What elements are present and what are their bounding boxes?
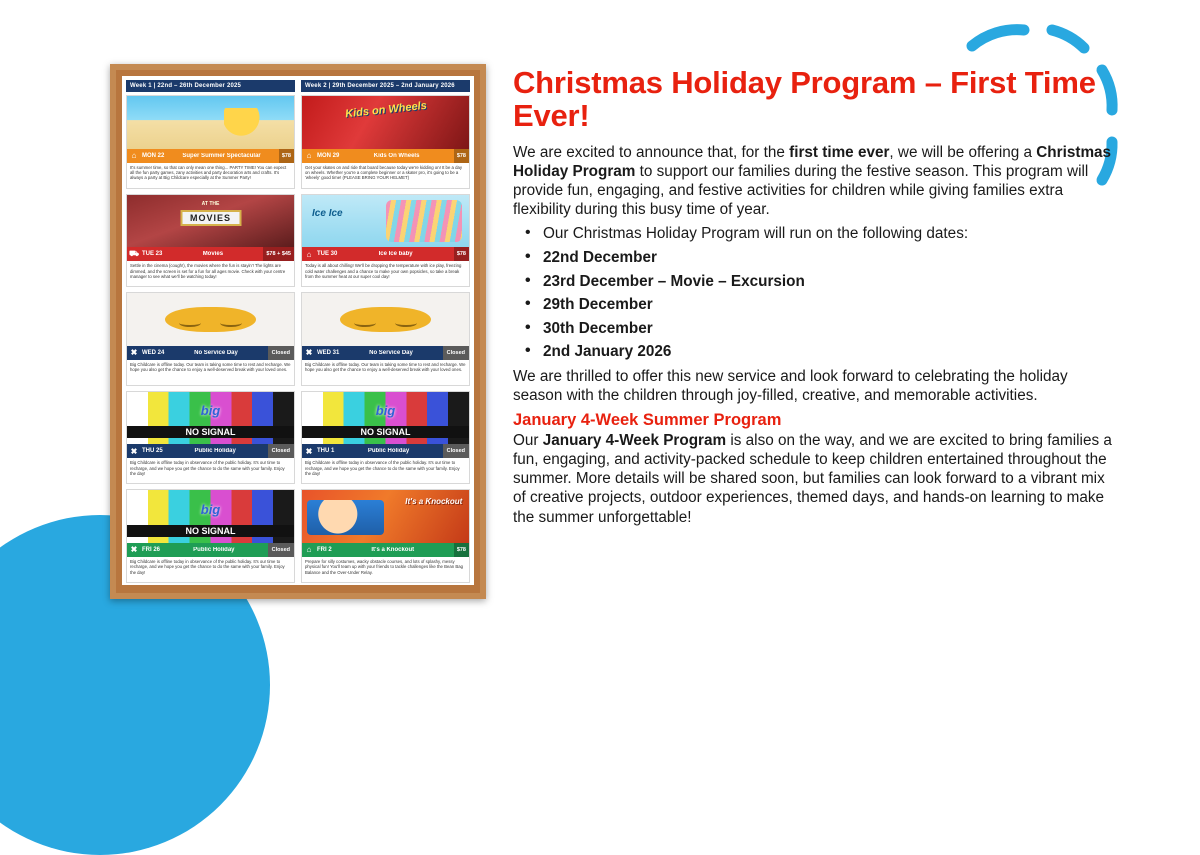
closed-icon: ✖ xyxy=(130,545,138,555)
at-the-label: AT THE xyxy=(201,200,220,207)
intro-text-1: We are excited to announce that, for the xyxy=(513,143,790,161)
activity-title: Kids On Wheels xyxy=(373,152,420,159)
summer-text-2: is also on the way, and we are excited to bring families a fun, engaging, and activity-packed schedule to keep children entertained throughout the summer. More details will be shared soon, but families can look forward to a vibrant mix of creative projects, outdoor experiences, themed days, and hands-on learning to make the summer unforgettable! xyxy=(513,432,1112,526)
activity-image xyxy=(302,96,469,149)
activity-image xyxy=(302,490,469,543)
activity-day: MON 22 xyxy=(142,152,165,159)
poster-week-headers xyxy=(126,80,470,92)
activity-bar xyxy=(127,543,294,557)
intro-text-2: , we will be offering a xyxy=(889,143,1037,161)
home-icon: ⌂ xyxy=(306,151,312,161)
activity-image xyxy=(127,392,294,445)
activity-title: Public Holiday xyxy=(367,448,410,455)
poster-page xyxy=(122,76,474,585)
activity-status: Closed xyxy=(268,346,294,360)
activity-price: $78 + $45 xyxy=(263,247,294,261)
activity-bar xyxy=(127,346,294,360)
activity-description: Big Childcare is offline today in observance of the public holiday. It's our time to recharge, and we hope you get the chance to do the same with your family. Enjoy the day! xyxy=(130,558,285,575)
big-logo: big xyxy=(200,403,221,419)
list-item: • 29th December xyxy=(513,296,1113,314)
activity-status: Closed xyxy=(268,543,294,557)
activity-status: Closed xyxy=(443,346,469,360)
its-a-knockout-logo: It's a Knockout xyxy=(405,496,463,506)
activity-image xyxy=(127,96,294,149)
summer-bold-program-name: January 4-Week Program xyxy=(542,432,727,450)
activity-card xyxy=(301,194,470,288)
activity-image xyxy=(127,195,294,248)
program-dates-list xyxy=(513,225,1113,360)
summer-program-heading: January 4-Week Summer Program xyxy=(513,411,782,430)
intro-text-3: to support our families during the festive season. This program will provide fun, engaging, and festive activities for children while giving families extra flexibility during this busy time of year. xyxy=(513,163,1089,219)
activity-description: Prepare for silly costumes, wacky obstacle courses, and lots of splashy, messy physical fun! You'll team up with your friends to tackle challenges like the Bean Bag Balance and the Over-Under Relay. xyxy=(305,558,463,575)
activity-title: No Service Day xyxy=(369,349,413,356)
sleep-mask-icon xyxy=(165,307,257,331)
intro-bold-first-time-ever: first time ever xyxy=(789,143,890,161)
activity-bar xyxy=(127,444,294,458)
summer-text-1: Our xyxy=(513,432,543,450)
activity-image xyxy=(127,293,294,346)
activity-day: FRI 2 xyxy=(317,546,332,553)
activity-description: Big Childcare is offline today in observance of the public holiday. It's our time to recharge, and we hope you get the chance to do the same with your family. Enjoy the day! xyxy=(130,460,285,477)
activity-bar xyxy=(127,247,294,261)
no-signal-label: NO SIGNAL xyxy=(127,426,294,438)
activity-day: THU 1 xyxy=(317,448,335,455)
activity-day: WED 24 xyxy=(142,349,165,356)
activity-description: Today is all about chilling! We'll be dropping the temperature with ice play, freezing cold water challenges and a chance to make your own popsicles, so take a break from the summer heat at our super cool day! xyxy=(305,263,462,279)
activity-title: Public Holiday xyxy=(193,546,235,553)
activity-day: WED 31 xyxy=(317,349,340,356)
kids-on-wheels-logo: Kids on Wheels xyxy=(344,100,427,121)
big-logo: big xyxy=(200,501,221,517)
ice-ice-baby-logo: Ice Ice xyxy=(312,208,343,220)
closed-icon: ✖ xyxy=(130,348,138,358)
activity-bar xyxy=(302,149,469,163)
activity-description: Big Childcare is offline today. Our team is taking some time to rest and recharge. We hope you also get the chance to enjoy a well-deserved break with your loved ones. xyxy=(130,361,291,373)
list-item: • 2nd January 2026 xyxy=(513,343,1113,361)
activity-title: It's a Knockout xyxy=(371,546,415,553)
article-content xyxy=(513,66,1113,533)
activity-title: Super Summer Spectacular xyxy=(182,152,261,159)
week-header-1: Week 1 | 22nd – 26th December 2025 xyxy=(126,80,295,92)
activity-day: FRI 26 xyxy=(142,546,161,553)
activity-title: Ice Ice baby xyxy=(378,251,413,258)
holiday-program-poster-image xyxy=(110,64,486,599)
activity-day: THU 25 xyxy=(142,448,163,455)
closed-icon: ✖ xyxy=(305,348,313,358)
bus-icon: ⛟ xyxy=(128,249,140,259)
poster-activity-grid xyxy=(126,95,470,583)
activity-card xyxy=(126,95,295,189)
intro-bold-program-name: Christmas Holiday Program xyxy=(513,143,1112,181)
sleep-mask-icon xyxy=(340,307,432,331)
activity-card xyxy=(126,391,295,485)
list-item: • 23rd December – Movie – Excursion xyxy=(513,273,1113,291)
activity-card xyxy=(301,292,470,386)
home-icon: ⌂ xyxy=(131,151,137,161)
activity-image xyxy=(302,195,469,248)
activity-image xyxy=(302,392,469,445)
home-icon: ⌂ xyxy=(306,545,312,555)
activity-price: $78 xyxy=(454,247,469,261)
activity-day: TUE 23 xyxy=(142,251,163,258)
activity-description: Big Childcare is offline today. Our team is taking some time to rest and recharge. We hope you also get the chance to enjoy a well-deserved break with your loved ones. xyxy=(305,361,466,373)
activity-bar xyxy=(127,149,294,163)
week-header-2: Week 2 | 29th December 2025 – 2nd January 2026 xyxy=(301,80,470,92)
activity-card xyxy=(126,194,295,288)
activity-price: $78 xyxy=(279,149,294,163)
activity-title: No Service Day xyxy=(194,349,238,356)
no-signal-label: NO SIGNAL xyxy=(302,426,469,438)
activity-price: $78 xyxy=(454,543,469,557)
activity-bar xyxy=(302,444,469,458)
activity-bar xyxy=(302,346,469,360)
closing-paragraph: We are thrilled to offer this new service and look forward to celebrating the holiday season with the children through joy-filled, creative, and memorable activities. xyxy=(513,367,1068,404)
activity-bar xyxy=(302,247,469,261)
page-title: Christmas Holiday Program – First Time Ever! xyxy=(513,65,1096,134)
activity-day: TUE 30 xyxy=(317,251,338,258)
activity-price: $78 xyxy=(454,149,469,163)
activity-description: Settle in the cinema (cough!), the movies where the fun is stayin'! The lights are dimmed, and the screen is set for a fun for all ages movie. Check with your centre manager to see what we'll be watching today! xyxy=(130,263,286,279)
list-item: • 30th December xyxy=(513,320,1113,338)
activity-title: Movies xyxy=(202,251,224,258)
activity-status: Closed xyxy=(268,444,294,458)
home-icon: ⌂ xyxy=(306,249,312,259)
activity-card xyxy=(126,489,295,583)
activity-card xyxy=(301,391,470,485)
list-item: • 22nd December xyxy=(513,249,1113,267)
activity-status: Closed xyxy=(443,444,469,458)
activity-bar xyxy=(302,543,469,557)
activity-image xyxy=(302,293,469,346)
movies-marquee: MOVIES xyxy=(180,210,241,226)
closed-icon: ✖ xyxy=(305,446,313,456)
summer-program-paragraph xyxy=(513,431,1113,527)
closed-icon: ✖ xyxy=(130,446,138,456)
big-logo: big xyxy=(375,403,396,419)
activity-image xyxy=(127,490,294,543)
activity-day: MON 29 xyxy=(317,152,340,159)
poster-frame xyxy=(110,64,486,599)
activity-card xyxy=(301,489,470,583)
no-signal-label: NO SIGNAL xyxy=(127,525,294,537)
activity-description: Get your skates on and ride that board because today we're kidding on! It be a day on wheels. Whether you're a complete beginner or a skater pro, it's going to be a 'wheely' good time! (PLEASE BRING YOUR HELMET) xyxy=(305,164,463,181)
activity-title: Public Holiday xyxy=(194,448,236,455)
intro-paragraph xyxy=(513,143,1113,219)
activity-description: It's summer time, so that can only mean one thing... PARTY TIME! You can expect all the fun party games, zany activities and party decoration arts and crafts. It's always a party at Big Childcare especially at the Summer Party! xyxy=(130,164,287,181)
activity-card xyxy=(301,95,470,189)
list-item: • Our Christmas Holiday Program will run on the following dates: xyxy=(513,225,1113,243)
activity-description: Big Childcare is offline today in observance of the public holiday. It's our time to recharge, and we hope you get the chance to do the same with your family. Enjoy the day! xyxy=(305,460,460,477)
activity-card xyxy=(126,292,295,386)
